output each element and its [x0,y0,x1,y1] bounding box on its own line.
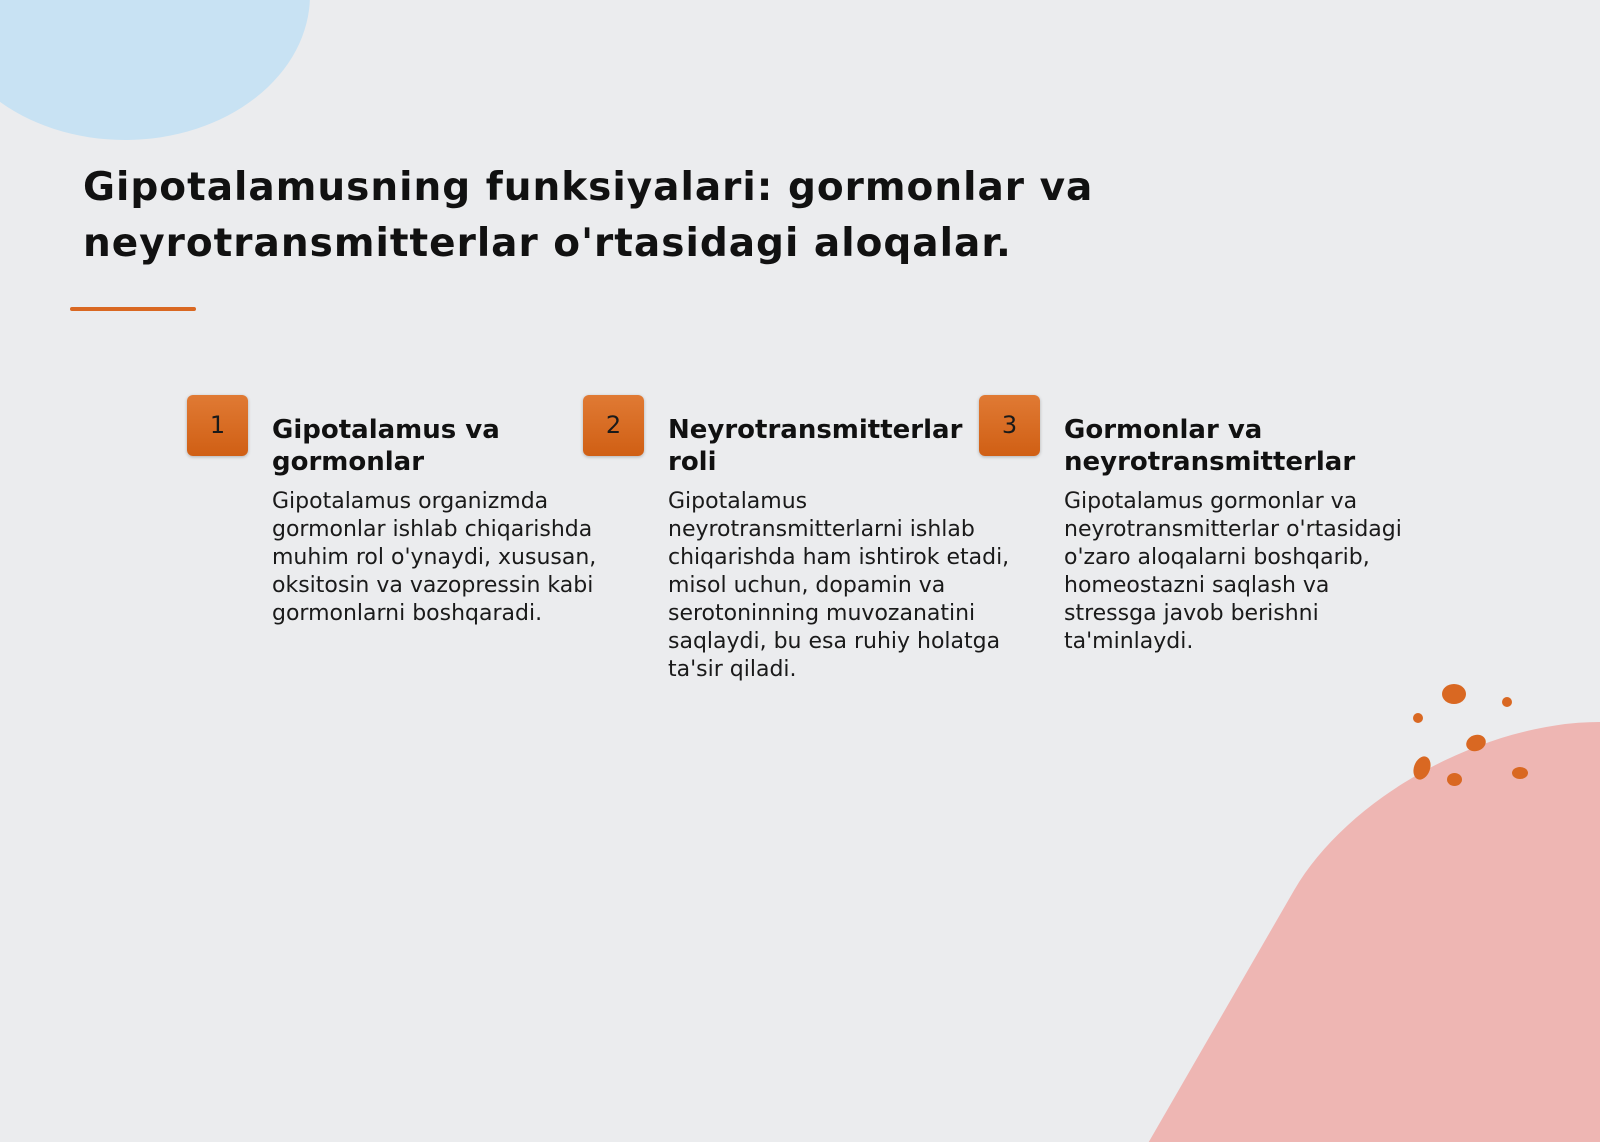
step-title-2: Neyrotransmitterlar roli [668,415,963,477]
title-underline [70,307,196,311]
step-title-3: Gormonlar va neyrotransmitterlar [1064,415,1356,477]
decorative-pink-shape [1149,722,1600,1142]
step-description-2: Gipotalamus neyrotransmitterlarni ishlab chiqarishda ham ishtirok etadi, misol uchun, dopamin va serotoninning muvozanatini saqlaydi, bu esa ruhiy holatga ta'sir qiladi. [668,489,1010,682]
decorative-blue-shape [0,0,310,140]
step-title-1: Gipotalamus va gormonlar [272,415,500,477]
step-description-3: Gipotalamus gormonlar va neyrotransmitterlar o'rtasidagi o'zaro aloqalarni boshqarib, homeostazni saqlash va stressga javob berishni ta'minlaydi. [1064,489,1402,654]
step-description-1: Gipotalamus organizmda gormonlar ishlab chiqarishda muhim rol o'ynaydi, xususan, oksitosin va vazopressin kabi gormonlarni boshqaradi. [272,489,597,626]
step-number-badge-1: 1 [187,395,248,456]
slide-title: Gipotalamusning funksiyalari: gormonlar va neyrotransmitterlar o'rtasidagi aloqalar. [83,165,1094,266]
step-number-badge-2: 2 [583,395,644,456]
step-number-badge-3: 3 [979,395,1040,456]
